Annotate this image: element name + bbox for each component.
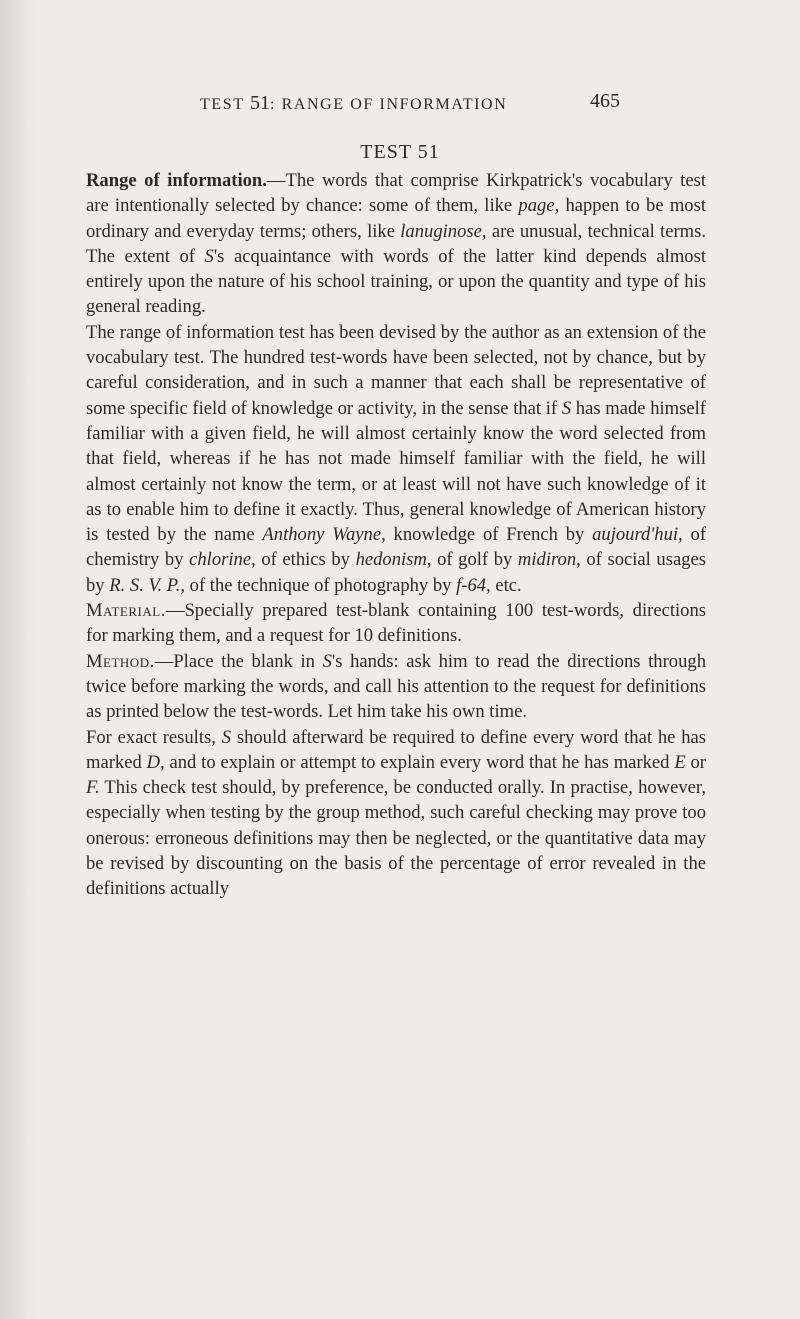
text-run: happen to be most ordinary and everyday terms; others, like — [86, 195, 706, 242]
paragraph-lead: Method. — [86, 650, 155, 672]
paragraph-range-of-information — [86, 168, 706, 320]
italic-term: S — [204, 245, 214, 267]
text-run: —Place the blank in — [154, 650, 323, 672]
paragraph-lead: Material. — [86, 600, 166, 622]
italic-term: D, — [146, 751, 165, 773]
italic-term: f-64, — [456, 574, 491, 596]
text-run: The range of information test has been devised by the author as an extension of the vocabulary test. The hundred test-words have been selected, not by chance, but by careful consideration, and in such a manner that each shall be representative of some specific field of knowledge or activity, in the sense that if — [86, 321, 706, 419]
text-run: of golf by — [431, 549, 518, 571]
text-run: should afterward be required to define every word that he has marked — [86, 726, 706, 773]
paragraph-exact-results — [86, 725, 706, 902]
text-run: This check test should, by preference, be conducted orally. In practise, however, especially when testing by the group method, such careful checking may prove too onerous: erroneous definitions may then be neglected, or the quantitative data may be revised by discounting on the basis of the percentage of error revealed in the definitions actually — [86, 777, 706, 900]
text-run: of chemistry by — [86, 524, 707, 571]
italic-term: S — [322, 650, 332, 672]
text-run: and to explain or attempt to explain every word that he has marked — [164, 751, 675, 773]
body-text — [86, 168, 706, 902]
page-gutter-shadow — [0, 0, 40, 1319]
italic-term: F. — [86, 777, 100, 799]
italic-term: midiron, — [517, 549, 581, 571]
running-head-suffix: : RANGE OF INFORMATION — [269, 96, 508, 113]
italic-term: hedonism, — [355, 549, 432, 571]
text-run: has made himself familiar with a given field, he will almost certainly know the word selected from that field, whereas if he has not made himself familiar with the field, he will almost certainly not know the term, or at least will not have such knowledge of it as to enable him to define it exactly. Thus, general knowledge of American history is tested by the name — [86, 397, 706, 546]
paragraph-method — [86, 649, 706, 725]
page-number: 465 — [590, 90, 620, 112]
text-run: —The words that comprise Kirkpatrick's vocabulary test are intentionally selected by chance: some of them, like — [86, 170, 706, 217]
text-run: are unusual, technical terms. The extent of — [86, 220, 707, 267]
text-run: For exact results, — [86, 726, 222, 748]
text-run: of social usages by — [86, 549, 706, 596]
italic-term: E — [674, 751, 686, 773]
text-run: of ethics by — [255, 549, 356, 571]
section-title: TEST 51 — [360, 141, 440, 163]
text-run: of the technique of photography by — [185, 574, 457, 596]
italic-term: aujourd'hui, — [592, 524, 683, 546]
text-run: 's acquaintance with words of the latter kind depends almost entirely upon the nature of his school training, or upon the quantity and type of his general reading. — [86, 245, 706, 318]
running-head-number: 51 — [249, 92, 270, 114]
italic-term: S — [221, 726, 232, 748]
paragraph-lead: Range of information. — [86, 170, 267, 191]
italic-term: chlorine, — [189, 549, 256, 571]
text-run: or — [685, 751, 706, 773]
text-run: —Specially prepared test-blank containing 100 test-words, directions for marking them, and a request for 10 definitions. — [86, 600, 706, 647]
italic-term: lanuginose, — [400, 220, 487, 242]
text-run: knowledge of French by — [385, 524, 593, 546]
italic-term: S — [561, 397, 572, 419]
text-run: 's hands: ask him to read the directions through twice before marking the words, and call his attention to the request for definitions as printed below the test-words. Let him take his own time. — [86, 650, 706, 723]
running-head-prefix: TEST — [200, 96, 250, 113]
running-head — [200, 92, 508, 115]
italic-term: page, — [518, 195, 560, 217]
italic-term: Anthony Wayne, — [262, 524, 386, 546]
paragraph-material — [86, 598, 706, 649]
text-run: etc. — [490, 574, 522, 596]
paragraph-test-description — [86, 320, 706, 598]
italic-term: R. S. V. P., — [109, 574, 186, 596]
